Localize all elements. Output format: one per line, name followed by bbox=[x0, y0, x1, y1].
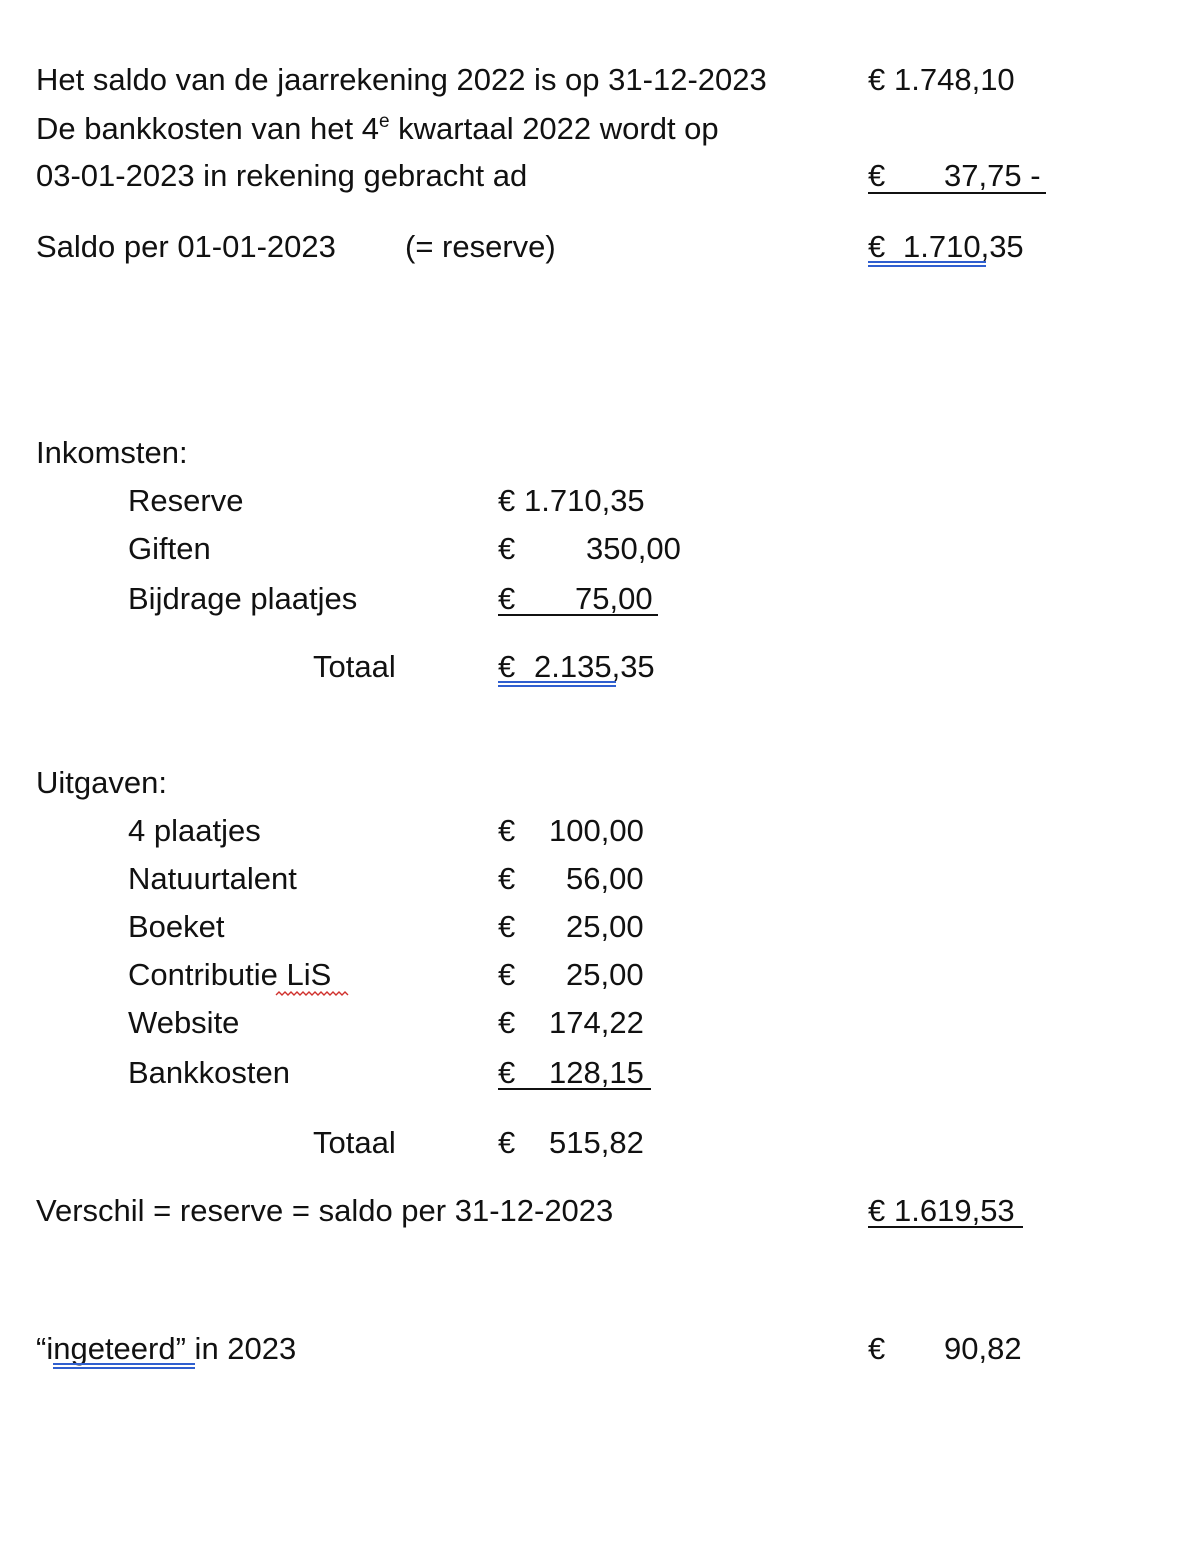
income-total-double-underline bbox=[498, 681, 616, 687]
difference-amount: 1.619,53 bbox=[894, 1193, 1015, 1228]
opening-line-1-amount: 1.748,10 bbox=[894, 62, 1015, 97]
income-amount-giften: 350,00 bbox=[586, 531, 681, 566]
saldo-label: Saldo per 01-01-2023 bbox=[36, 229, 336, 264]
opening-line-1-euro: € bbox=[868, 62, 886, 97]
income-euro-bijdrage: € bbox=[498, 581, 516, 616]
expenses-underline bbox=[498, 1088, 651, 1090]
expense-euro-natuurtalent: € bbox=[498, 861, 516, 896]
difference-underline bbox=[868, 1226, 1023, 1228]
expense-amount-bankkosten: 128,15 bbox=[549, 1055, 644, 1090]
saldo-double-underline bbox=[868, 261, 986, 267]
income-total-amount-b: ,35 bbox=[611, 649, 655, 684]
expense-amount-website: 174,22 bbox=[549, 1005, 644, 1040]
expense-amount-boeket: 25,00 bbox=[566, 909, 644, 944]
expense-label-website: Website bbox=[128, 1005, 240, 1040]
difference-euro: € bbox=[868, 1193, 886, 1228]
income-total-amount bbox=[534, 651, 655, 682]
expense-label-bankkosten: Bankkosten bbox=[128, 1055, 290, 1090]
expense-amount-natuurtalent: 56,00 bbox=[566, 861, 644, 896]
income-label-bijdrage: Bijdrage plaatjes bbox=[128, 581, 358, 616]
expense-label-contributie-lis: LiS bbox=[286, 957, 332, 992]
saldo-amount-b: ,35 bbox=[980, 229, 1024, 264]
income-label-reserve: Reserve bbox=[128, 483, 244, 518]
expense-label-boeket: Boeket bbox=[128, 909, 225, 944]
saldo-amount-a: 1.710 bbox=[903, 229, 981, 264]
spent-double-underline bbox=[53, 1363, 195, 1369]
expenses-total-amount: 515,82 bbox=[549, 1125, 644, 1160]
expense-label-contributie-a: Contributie bbox=[128, 957, 287, 992]
income-heading: Inkomsten: bbox=[36, 435, 188, 470]
income-total-label: Totaal bbox=[313, 649, 396, 684]
opening-line-3: 03-01-2023 in rekening gebracht ad bbox=[36, 158, 528, 193]
income-label-giften: Giften bbox=[128, 531, 211, 566]
spent-label bbox=[36, 1333, 296, 1364]
expense-amount-contributie: 25,00 bbox=[566, 957, 644, 992]
expense-euro-boeket: € bbox=[498, 909, 516, 944]
expense-euro-website: € bbox=[498, 1005, 516, 1040]
opening-line-3-amount: 37,75 - bbox=[944, 158, 1041, 193]
income-underline bbox=[498, 614, 658, 616]
expense-euro-contributie: € bbox=[498, 957, 516, 992]
spent-rest: in 2023 bbox=[185, 1331, 297, 1366]
spent-quote-open: “ bbox=[36, 1331, 47, 1366]
opening-line-2-a: De bankkosten van het 4 bbox=[36, 111, 379, 146]
expenses-total-euro: € bbox=[498, 1125, 516, 1160]
expense-amount-plaatjes: 100,00 bbox=[549, 813, 644, 848]
opening-line-2-superscript: e bbox=[378, 111, 390, 132]
expense-euro-bankkosten: € bbox=[498, 1055, 516, 1090]
expenses-total-label: Totaal bbox=[313, 1125, 396, 1160]
opening-line-3-underline bbox=[868, 192, 1046, 194]
spent-euro: € bbox=[868, 1331, 886, 1366]
income-amount-reserve: 1.710,35 bbox=[524, 483, 645, 518]
spent-word: ingeteerd bbox=[46, 1331, 176, 1366]
income-euro-reserve: € bbox=[498, 483, 516, 518]
opening-line-3-euro: € bbox=[868, 158, 886, 193]
expense-euro-plaatjes: € bbox=[498, 813, 516, 848]
expense-label-natuurtalent: Natuurtalent bbox=[128, 861, 297, 896]
opening-line-2 bbox=[36, 112, 719, 144]
spellcheck-squiggle bbox=[276, 990, 348, 998]
spent-quote-close: ” bbox=[175, 1331, 186, 1366]
difference-label: Verschil = reserve = saldo per 31-12-2023 bbox=[36, 1193, 614, 1228]
saldo-amount bbox=[903, 231, 1024, 262]
income-total-amount-a: 2.135 bbox=[534, 649, 612, 684]
spent-amount: 90,82 bbox=[944, 1331, 1022, 1366]
opening-line-1: Het saldo van de jaarrekening 2022 is op 31-12-2023 bbox=[36, 62, 767, 97]
saldo-note: (= reserve) bbox=[405, 229, 556, 264]
expenses-heading: Uitgaven: bbox=[36, 765, 167, 800]
expense-label-plaatjes: 4 plaatjes bbox=[128, 813, 261, 848]
saldo-euro: € bbox=[868, 229, 886, 264]
income-amount-bijdrage: 75,00 bbox=[575, 581, 653, 616]
income-total-euro: € bbox=[498, 649, 516, 684]
opening-line-2-b: kwartaal 2022 wordt op bbox=[389, 111, 719, 146]
expense-label-contributie bbox=[128, 959, 331, 990]
income-euro-giften: € bbox=[498, 531, 516, 566]
